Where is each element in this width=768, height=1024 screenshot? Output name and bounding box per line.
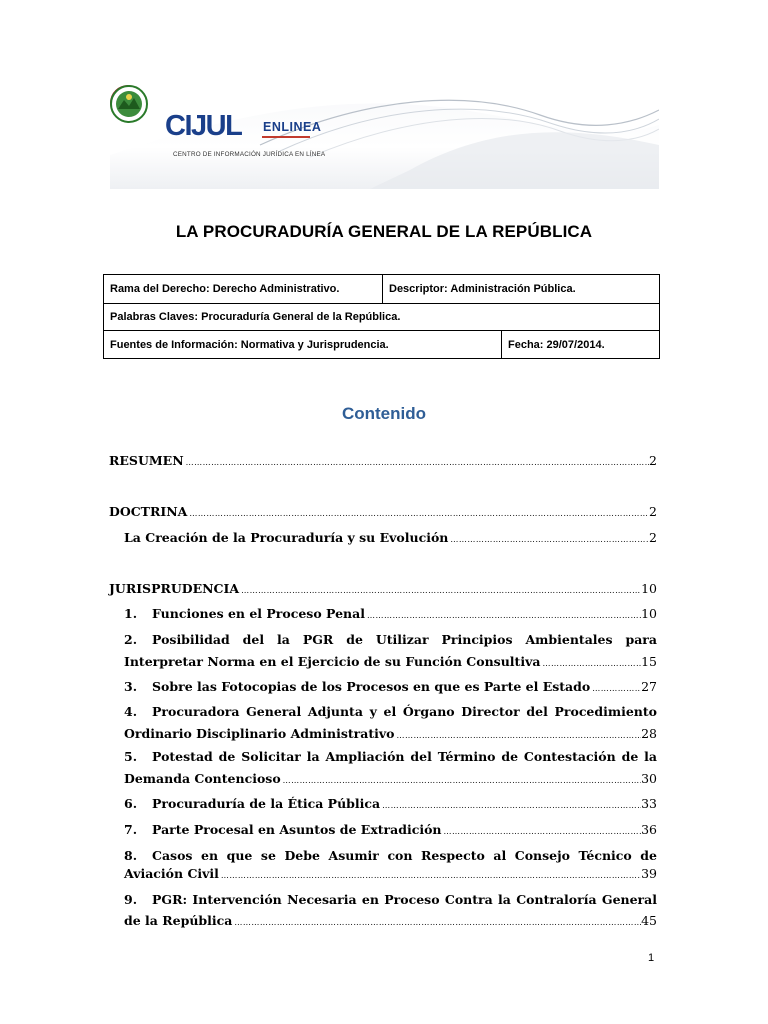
- toc-entry-j4[interactable]: 4. Procuradora General Adjunta y el Órgano Director del Procedimiento: [124, 704, 657, 719]
- logo-wordmark: CIJUL: [165, 110, 242, 142]
- toc-page-number: 45: [641, 913, 657, 928]
- toc-entry-j5[interactable]: 5. Potestad de Solicitar la Ampliación del Término de Contestación de la: [124, 749, 657, 764]
- toc-entry-j3[interactable]: 3. Sobre las Fotocopias de los Procesos en que es Parte el Estado ……………………………………………………………………………………………………………………………………………………………………………………………………………………………………… 27: [124, 679, 657, 694]
- toc-page-number: 15: [641, 654, 657, 669]
- rama-cell: Rama del Derecho: Derecho Administrativo.: [104, 275, 383, 303]
- toc-entry-creacion[interactable]: La Creación de la Procuraduría y su Evolución ……………………………………………………………………………………………………………………………………………………………………………………………………………………………………… 2: [124, 530, 657, 545]
- toc-entry-resumen[interactable]: RESUMEN ……………………………………………………………………………………………………………………………………………………………………………………………………………………………………… 2: [109, 453, 657, 468]
- keywords-cell: Palabras Claves: Procuraduría General de la República.: [110, 311, 401, 323]
- toc-page-number: 33: [641, 796, 657, 811]
- toc-entry-j9[interactable]: 9. PGR: Intervención Necesaria en Proceso Contra la Contraloría General: [124, 892, 657, 907]
- toc-page-number: 36: [641, 822, 657, 837]
- toc-entry-j9-cont[interactable]: de la República ……………………………………………………………………………………………………………………………………………………………………………………………………………………………………… 45: [124, 913, 657, 928]
- contents-heading: Contenido: [341, 404, 427, 423]
- toc-page-number: 10: [641, 606, 657, 621]
- sources-cell: Fuentes de Información: Normativa y Jurisprudencia.: [104, 331, 502, 358]
- logo-enlinea: ENLINEA: [263, 120, 322, 134]
- toc-entry-j8-cont[interactable]: Aviación Civil ……………………………………………………………………………………………………………………………………………………………………………………………………………………………………… 39: [124, 866, 657, 881]
- toc-entry-j8[interactable]: 8. Casos en que se Debe Asumir con Respecto al Consejo Técnico de: [124, 848, 657, 863]
- date-cell: Fecha: 29/07/2014.: [508, 338, 605, 351]
- toc-page-number: 27: [641, 679, 657, 694]
- toc-entry-j2[interactable]: 2. Posibilidad del la PGR de Utilizar Principios Ambientales para: [124, 632, 657, 647]
- toc-page-number: 2: [649, 530, 657, 545]
- toc-entry-doctrina[interactable]: DOCTRINA ……………………………………………………………………………………………………………………………………………………………………………………………………………………………………… 2: [109, 504, 657, 519]
- logo-subtitle: CENTRO DE INFORMACIÓN JURÍDICA EN LÍNEA: [173, 151, 326, 158]
- toc-entry-j4-cont[interactable]: Ordinario Disciplinario Administrativo ……………………………………………………………………………………………………………………………………………………………………………………………………………………………………… 28: [124, 726, 657, 741]
- descriptor-cell: Descriptor: Administración Pública.: [389, 283, 576, 295]
- toc-entry-j1[interactable]: 1. Funciones en el Proceso Penal ……………………………………………………………………………………………………………………………………………………………………………………………………………………………………… 10: [124, 606, 657, 621]
- toc-page-number: 10: [641, 581, 657, 596]
- toc-page-number: 2: [649, 453, 657, 468]
- page-number: 1: [648, 952, 655, 964]
- toc-entry-j2-cont[interactable]: Interpretar Norma en el Ejercicio de su Función Consultiva ……………………………………………………………………………………………………………………………………………………………………………………………………………………………………… 15: [124, 654, 657, 669]
- toc-page-number: 39: [641, 866, 657, 881]
- toc-entry-j6[interactable]: 6. Procuraduría de la Ética Pública ……………………………………………………………………………………………………………………………………………………………………………………………………………………………………… 33: [124, 796, 657, 811]
- toc-entry-j7[interactable]: 7. Parte Procesal en Asuntos de Extradición ……………………………………………………………………………………………………………………………………………………………………………………………………………………………………… 36: [124, 822, 657, 837]
- toc-page-number: 2: [649, 504, 657, 519]
- toc-page-number: 30: [641, 771, 657, 786]
- document-title: LA PROCURADURÍA GENERAL DE LA REPÚBLICA: [175, 222, 593, 241]
- toc-entry-j5-cont[interactable]: Demanda Contencioso ……………………………………………………………………………………………………………………………………………………………………………………………………………………………………… 30: [124, 771, 657, 786]
- toc-entry-jurisprudencia[interactable]: JURISPRUDENCIA ……………………………………………………………………………………………………………………………………………………………………………………………………………………………………… 10: [109, 581, 657, 596]
- toc-page-number: 28: [641, 726, 657, 741]
